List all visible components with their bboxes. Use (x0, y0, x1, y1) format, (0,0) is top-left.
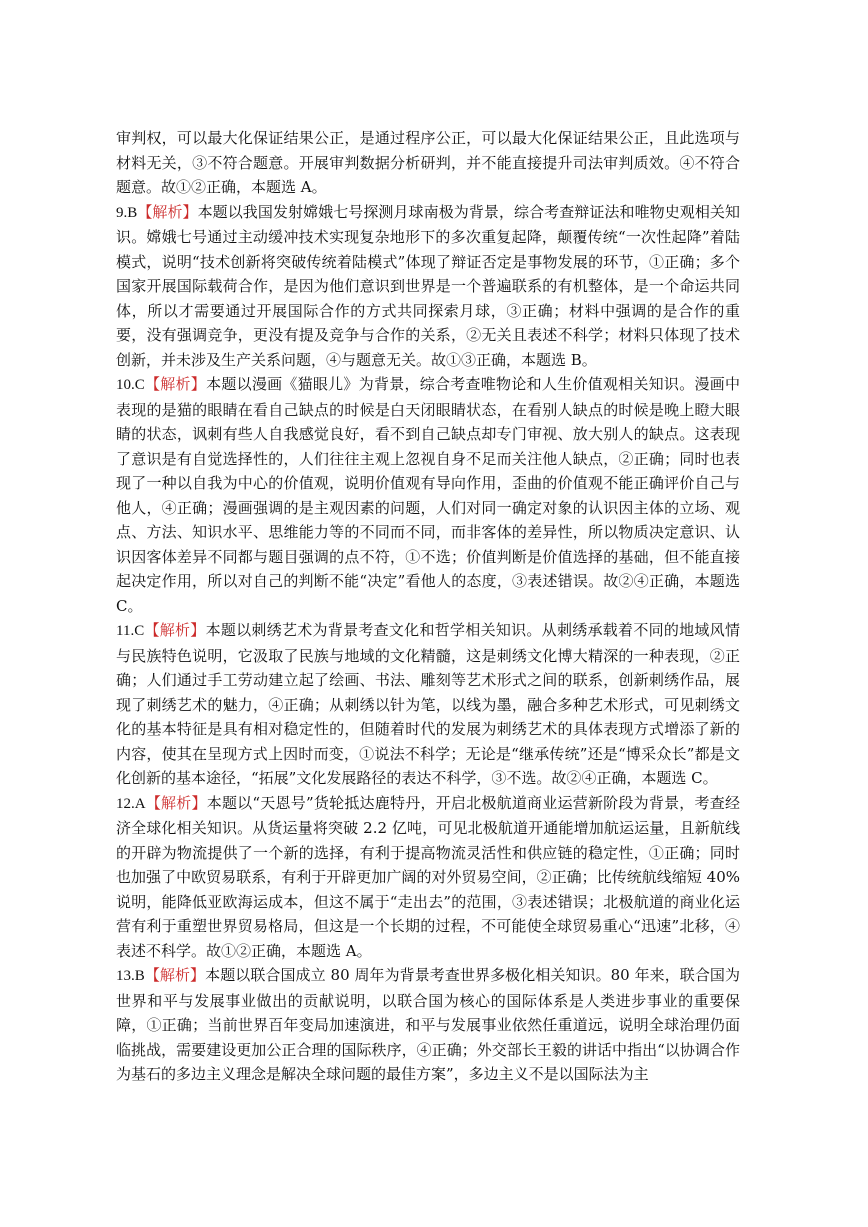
analysis-item-11 (116, 618, 740, 791)
intro-paragraph: 审判权，可以最大化保证结果公正，是通过程序公正，可以最大化保证结果公正，且此选项与材料无关，③不符合题意。开展审判数据分析研判，并不能直接提升司法审判质效。④不符合题意。故①②正确，本题选 A。 (116, 129, 740, 196)
analysis-tag: 【解析】 (144, 966, 206, 984)
analysis-tag: 【解析】 (144, 375, 207, 393)
item-text: 本题以我国发射嫦娥七号探测月球南极为背景，综合考查辩证法和唯物史观相关知识。嫦娥七号通过主动缓冲技术实现复杂地形下的多次重复起降，颠覆传统“一次性起降”着陆模式，说明“技术创新将突破传统着陆模式”体现了辩证否定是事物发展的环节，①正确；多个国家开展国际载荷合作，是因为他们意识到世界是一个普遍联系的有机整体，是一个命运共同体，所以才需要通过开展国际合作的方式共同探索月球，③正确；材料中强调的是合作的重要，没有强调竞争，更没有提及竞争与合作的关系，②无关且表述不科学；材料只体现了技术创新，并未涉及生产关系问题，④与题意无关。故①③正确，本题选 B。 (116, 202, 740, 369)
item-number: 13.B (116, 968, 145, 984)
analysis-item-13 (116, 963, 740, 1087)
item-number: 10.C (116, 377, 145, 393)
item-text: 本题以联合国成立 80 周年为背景考查世界多极化相关知识。80 年来，联合国为世界和平与发展事业做出的贡献说明，以联合国为核心的国际体系是人类进步事业的重要保障，①正确；当前世界百年变局加速演进，和平与发展事业依然任重道远，说明全球治理仍面临挑战，需要建设更加公正合理的国际秩序，④正确；外交部长王毅的讲话中指出“以协调合作为基石的多边主义理念是解决全球问题的最佳方案”，多边主义不是以国际法为主 (116, 966, 740, 1083)
item-number: 9.B (116, 204, 138, 221)
analysis-tag: 【解析】 (144, 621, 206, 639)
answer-analysis-text (116, 126, 740, 1087)
analysis-tag: 【解析】 (145, 793, 207, 812)
item-number: 12.A (116, 795, 146, 812)
analysis-item-12 (116, 791, 740, 964)
item-number: 11.C (116, 623, 145, 639)
item-text: 本题以“天恩号”货轮抵达鹿特丹，开启北极航道商业运营新阶段为背景，考查经济全球化相关知识。从货运量将突破 2.2 亿吨，可见北极航道开通能增加航运运量，且新航线的开辟为物流提供了一个新的选择，有利于提高物流灵活性和供应链的稳定性，①正确；同时也加强了中欧贸易联系，有利于开辟更加广阔的对外贸易空间，②正确；比传统航线缩短 40%说明，能降低亚欧海运成本，但这不属于“走出去”的范围，③表述错误；北极航道的商业化运营有利于重塑世界贸易格局，但这是一个长期的过程，不可能使全球贸易重心“迅速”北移，④表述不科学。故①②正确，本题选 A。 (116, 793, 740, 960)
analysis-tag: 【解析】 (137, 202, 198, 221)
item-text: 本题以刺绣艺术为背景考查文化和哲学相关知识。从刺绣承载着不同的地域风情与民族特色说明，它汲取了民族与地域的文化精髓，这是刺绣文化博大精深的一种表现，②正确；人们通过手工劳动建立起了绘画、书法、雕刻等艺术形式之间的联系，创新刺绣作品，展现了刺绣艺术的魅力，④正确；从刺绣以针为笔，以线为墨，融合多种艺术形式，可见刺绣文化的基本特征是具有相对稳定性的，但随着时代的发展为刺绣艺术的具体表现方式增添了新的内容，使其在呈现方式上因时而变，①说法不科学；无论是“继承传统”还是“博采众长”都是文化创新的基本途径，“拓展”文化发展路径的表达不科学，③不选。故②④正确，本题选 C。 (116, 621, 740, 787)
analysis-item-9 (116, 200, 740, 373)
item-text: 本题以漫画《猫眼儿》为背景，综合考查唯物论和人生价值观相关知识。漫画中表现的是猫的眼睛在看自己缺点的时候是白天闭眼睛状态，在看别人缺点的时候是晚上瞪大眼睛的状态，讽刺有些人自我感觉良好，看不到自己缺点却专门审视、放大别人的缺点。这表现了意识是有自觉选择性的，人们往往主观上忽视自身不足而关注他人缺点，②正确；同时也表现了一种以自我为中心的价值观，说明价值观有导向作用，歪曲的价值观不能正确评价自己与他人，④正确；漫画强调的是主观因素的问题，人们对同一确定对象的认识因主体的立场、观点、方法、知识水平、思维能力等的不同而不同，而非客体的差异性，所以物质决定意识、认识因客体差异不同都与题目强调的点不符，①不选；价值判断是价值选择的基础，但不能直接起决定作用，所以对自己的判断不能“决定”看他人的态度，③表述错误。故②④正确，本题选 C。 (116, 375, 740, 615)
analysis-item-10 (116, 372, 740, 618)
